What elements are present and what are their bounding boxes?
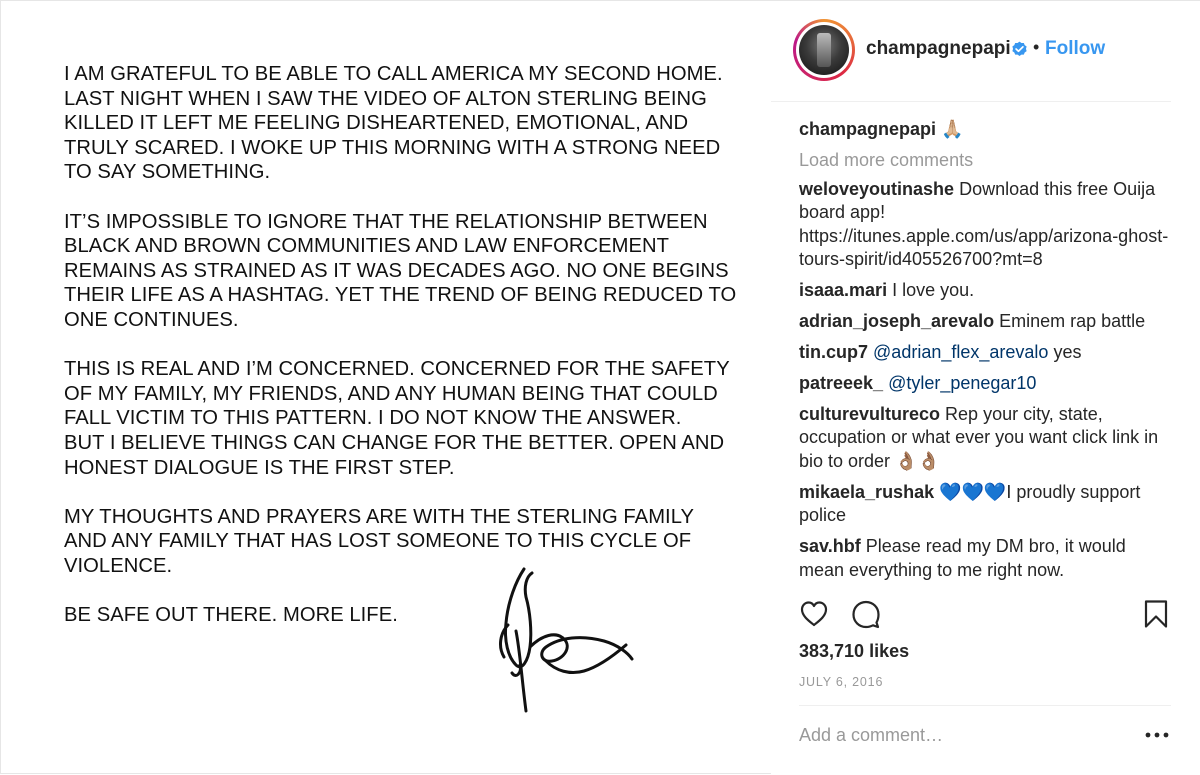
story-ring[interactable] — [793, 19, 855, 81]
add-comment-input[interactable] — [799, 721, 1119, 749]
comment — [799, 279, 1174, 302]
comment-username[interactable]: tin.cup7 — [799, 342, 869, 363]
comment-text: yes — [1053, 342, 1082, 363]
verified-badge-icon — [1011, 41, 1028, 58]
statement-paragraph: MY THOUGHTS AND PRAYERS ARE WITH THE STERLING FAMILY AND ANY FAMILY THAT HAS LOST SOMEONE TO THIS CYCLE OF VIOLENCE. — [64, 505, 695, 577]
comment-username[interactable]: adrian_joseph_arevalo — [799, 311, 995, 332]
load-more-comments-button[interactable]: Load more comments — [799, 150, 974, 171]
comment-text: Download this free Ouija board app! https://itunes.apple.com/us/app/arizona-ghost-tours-spirit/id405526700?mt=8 — [799, 178, 1169, 270]
likes-count[interactable]: 383,710 likes — [799, 641, 910, 661]
comment — [799, 481, 1174, 528]
comment-bubble-icon[interactable] — [851, 599, 881, 629]
avatar[interactable] — [796, 22, 852, 78]
heart-icon[interactable] — [799, 599, 829, 629]
comment-username[interactable]: patreeek_ — [799, 373, 884, 394]
statement-paragraph: THIS IS REAL AND I’M CONCERNED. CONCERNED FOR THE SAFETY OF MY FAMILY, MY FRIENDS, AND ANY HUMAN BEING THAT COULD FALL VICTIM TO THIS PATTERN. I DO NOT KNOW THE ANSWER. BUT I BELIEVE THINGS CAN CHANGE FOR THE BETTER. OPEN AND HONEST DIALOGUE IS THE FIRST STEP. — [64, 358, 730, 479]
divider — [799, 705, 1171, 706]
comment — [799, 178, 1174, 272]
comments-list — [799, 118, 1174, 582]
post-date[interactable]: JULY 6, 2016 — [799, 675, 884, 689]
caption-text: 🙏🏼 — [941, 119, 964, 139]
header-separator: • — [1033, 37, 1040, 57]
post-sidebar — [771, 1, 1200, 775]
comment-text: I love you. — [892, 280, 975, 301]
comment — [799, 310, 1174, 333]
comment-text: 💙💙💙I proudly support police — [799, 481, 1141, 526]
post-header — [771, 1, 1171, 102]
statement-paragraph: BE SAFE OUT THERE. MORE LIFE. — [64, 604, 398, 627]
post-image[interactable] — [1, 1, 769, 771]
comment-username[interactable]: isaaa.mari — [799, 280, 888, 301]
comment-username[interactable]: weloveyoutinashe — [799, 178, 955, 199]
action-bar — [799, 599, 1174, 629]
handwritten-signature — [486, 561, 651, 726]
comment — [799, 372, 1174, 395]
comment-username[interactable]: culturevultureco — [799, 404, 941, 425]
comment-text: Rep your city, state, occupation or what ever you want click link in bio to order 👌🏽👌🏽 — [799, 404, 1159, 471]
profile-photo — [799, 25, 849, 75]
statement-paragraph: IT’S IMPOSSIBLE TO IGNORE THAT THE RELATIONSHIP BETWEEN BLACK AND BROWN COMMUNITIES AND LAW ENFORCEMENT REMAINS AS STRAINED AS IT WAS DECADES AGO. NO ONE BEGINS THEIR LIFE AS A HASHTAG. YET THE TREND OF BEING REDUCED TO ONE CONTINUES. — [64, 210, 737, 331]
comment-text: Please read my DM bro, it would mean everything to me right now. — [799, 536, 1126, 580]
follow-button[interactable]: Follow — [1045, 38, 1106, 59]
comment-mention-link[interactable]: @adrian_flex_arevalo — [873, 342, 1049, 363]
comment-username[interactable]: mikaela_rushak — [799, 481, 935, 502]
comment-text: Eminem rap battle — [999, 311, 1146, 332]
more-options-icon[interactable] — [1144, 724, 1170, 746]
bookmark-icon[interactable] — [1141, 599, 1171, 629]
statement-paragraph: I AM GRATEFUL TO BE ABLE TO CALL AMERICA MY SECOND HOME. LAST NIGHT WHEN I SAW THE VIDEO OF ALTON STERLING BEING KILLED IT LEFT ME FEELING DISHEARTENED, EMOTIONAL, AND TRULY SCARED. I WOKE UP THIS MORNING WITH A STRONG NEED TO SAY SOMETHING. — [64, 63, 723, 184]
comment-username[interactable]: sav.hbf — [799, 536, 861, 557]
comment-mention-link[interactable]: @tyler_penegar10 — [888, 373, 1037, 394]
caption-username[interactable]: champagnepapi — [799, 119, 937, 139]
comment — [799, 535, 1174, 582]
comment — [799, 341, 1174, 364]
comment — [799, 403, 1174, 473]
caption — [799, 118, 1174, 141]
header-username[interactable]: champagnepapi — [866, 38, 1011, 59]
